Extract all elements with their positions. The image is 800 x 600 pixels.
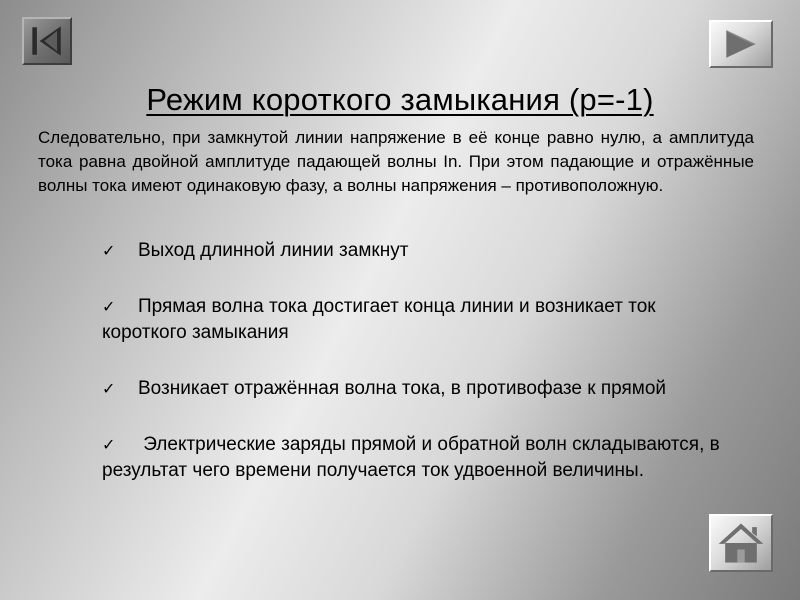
play-next-icon <box>711 22 771 66</box>
intro-paragraph: Следовательно, при замкнутой линии напряжение в её конце равно нулю, а амплитуда тока равна двойной амплитуде падающей волны In. При этом падающие и отражённые волны тока имеют одинаковую фазу, а волны напряжения – противоположную. <box>38 128 754 195</box>
next-slide-button[interactable] <box>709 20 773 68</box>
bullet-text: Прямая волна тока достигает конца линии и возникает ток короткого замыкания <box>102 296 656 343</box>
slide-title: Режим короткого замыкания (p=-1) <box>146 82 654 117</box>
bullet-text: Электрические заряды прямой и обратной волн складываются, в результат чего времени получается ток удвоенной величины. <box>102 434 720 481</box>
home-icon <box>711 516 771 570</box>
skip-to-first-icon <box>24 19 70 63</box>
bullet-text: Возникает отражённая волна тока, в противофазе к прямой <box>138 378 667 399</box>
bullet-text: Выход длинной линии замкнут <box>138 240 409 261</box>
bullet-item <box>102 238 732 264</box>
checkmark-icon: ✓ <box>102 435 116 454</box>
bullet-list <box>102 238 732 514</box>
first-slide-button[interactable] <box>22 17 72 65</box>
home-button[interactable] <box>709 514 773 572</box>
bullet-item <box>102 432 732 484</box>
checkmark-icon: ✓ <box>102 297 116 316</box>
checkmark-icon: ✓ <box>102 241 116 260</box>
bullet-item <box>102 376 732 402</box>
bullet-item <box>102 294 732 346</box>
checkmark-icon: ✓ <box>102 379 116 398</box>
